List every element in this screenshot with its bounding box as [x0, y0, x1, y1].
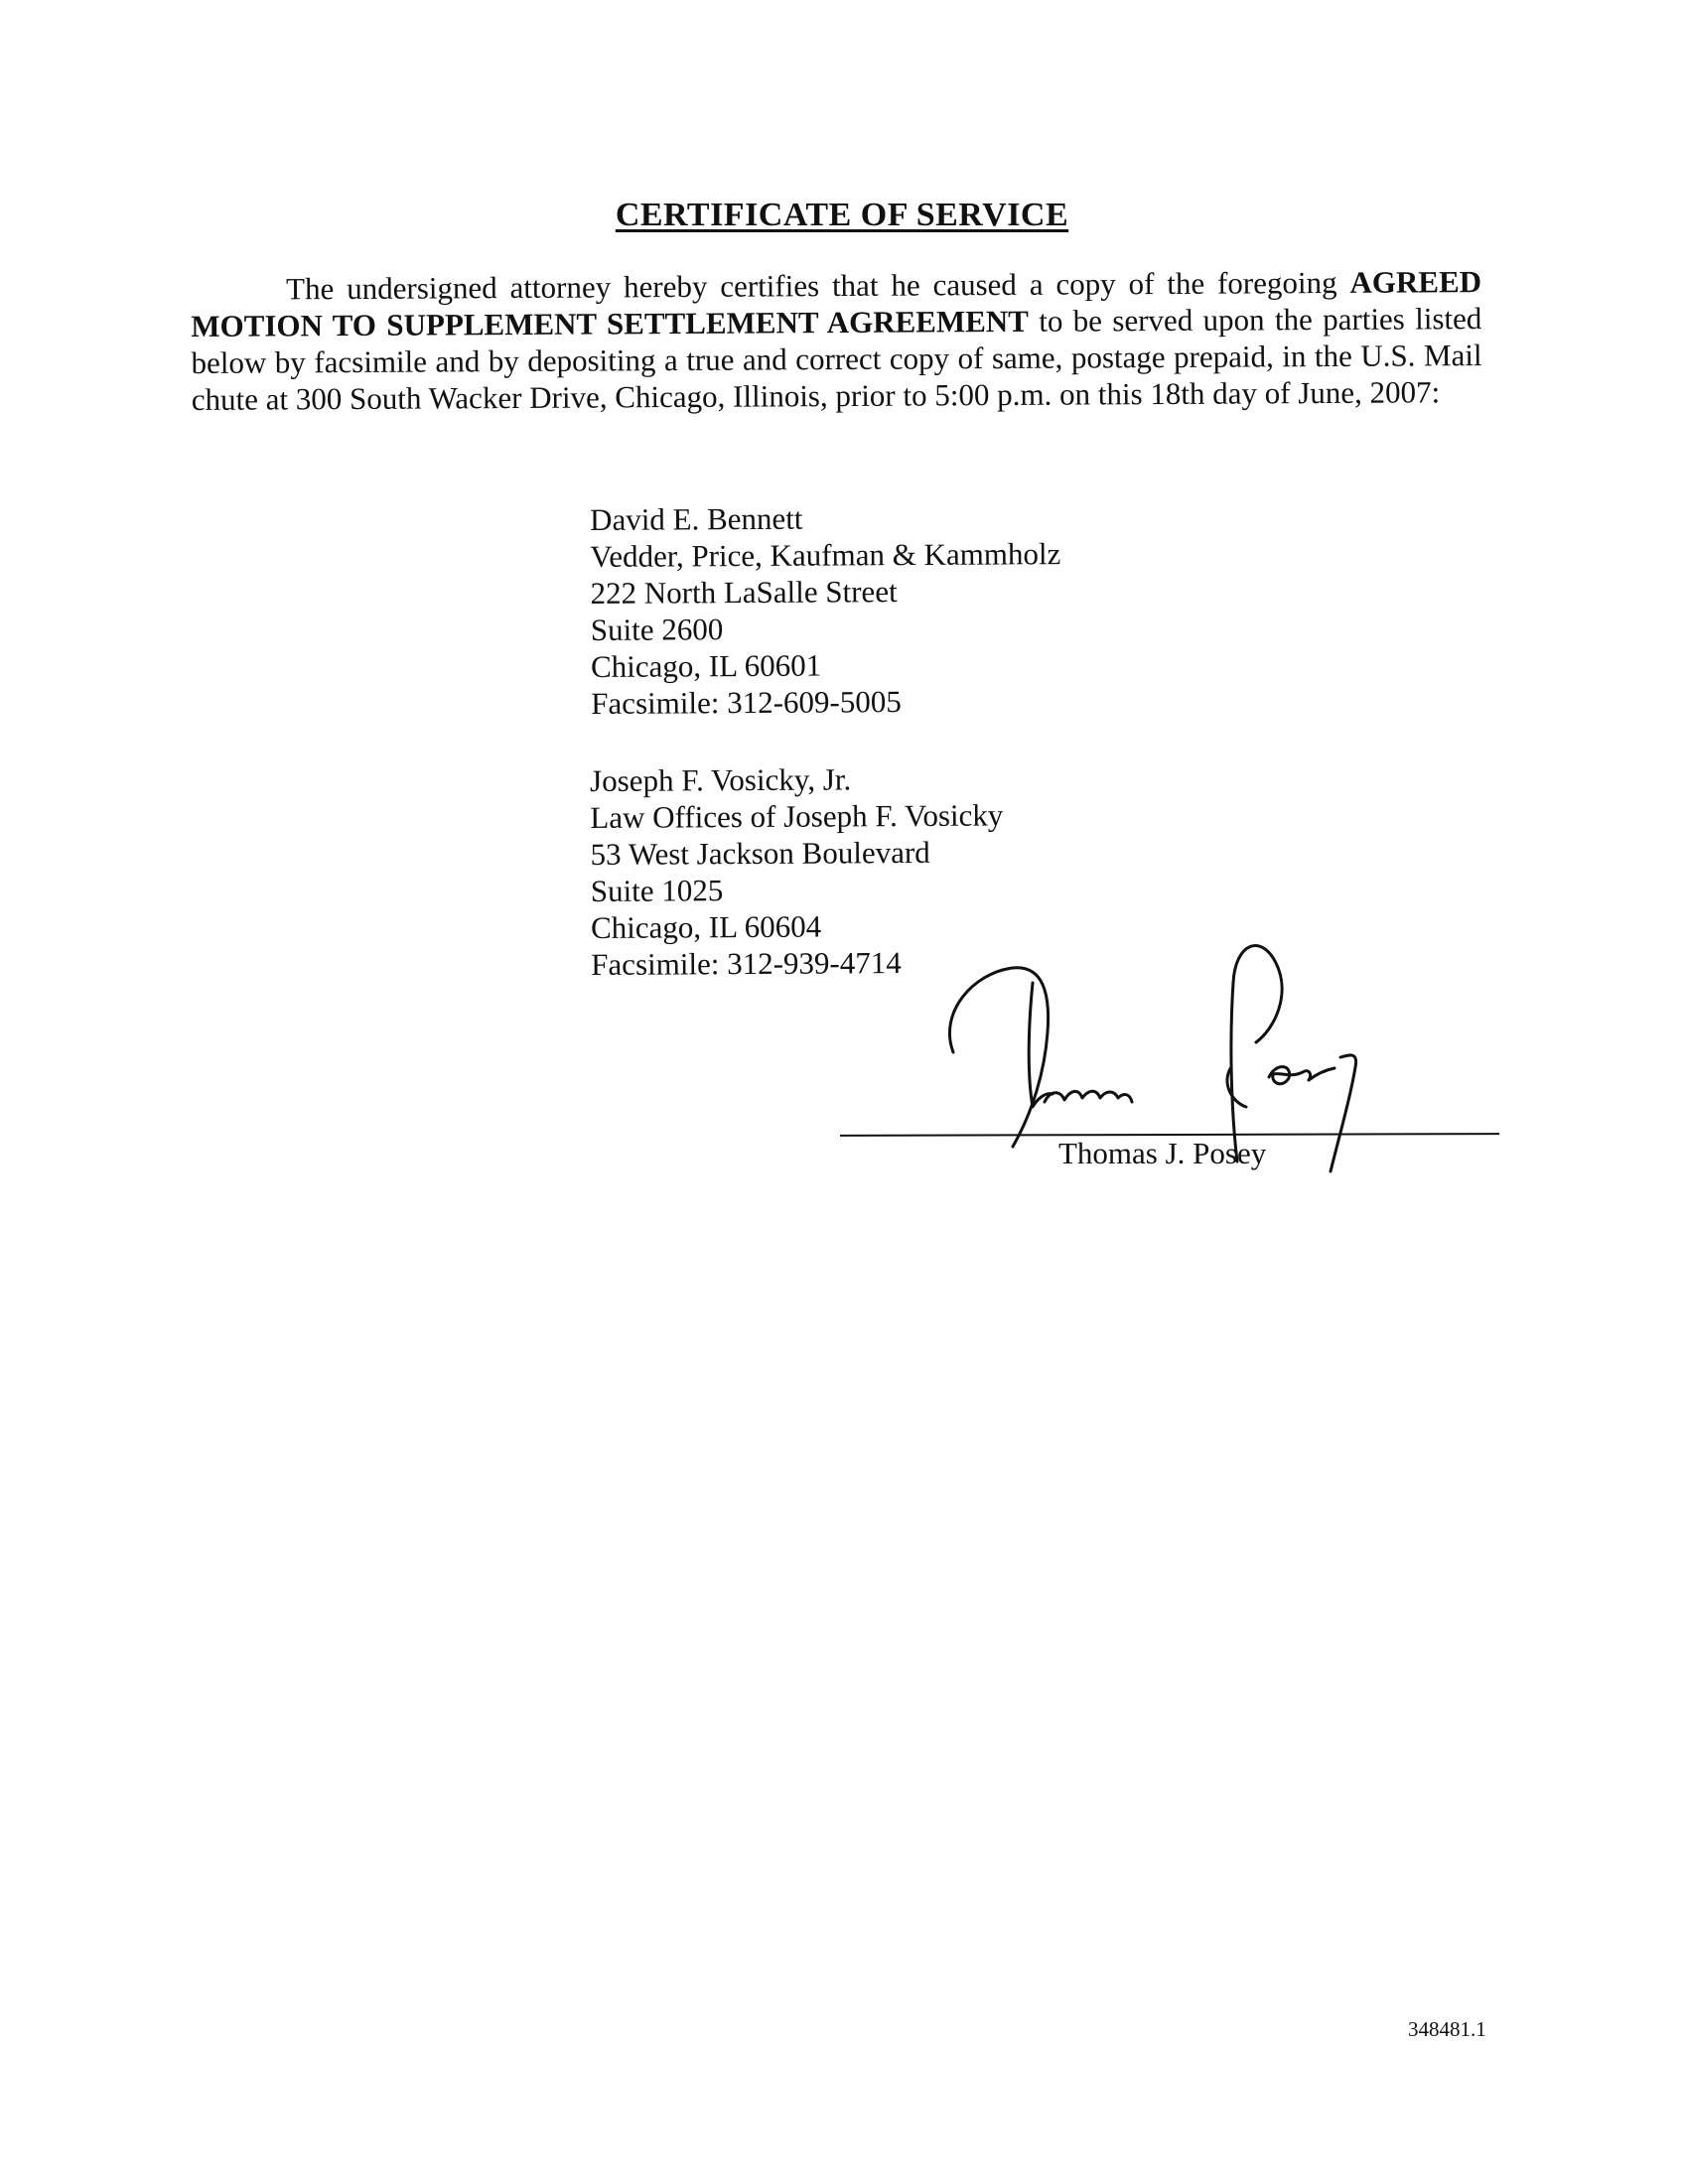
recipient-firm: Vedder, Price, Kaufman & Kammholz	[590, 536, 1061, 574]
motion-title: AGREED MOTION TO SUPPLEMENT SETTLEMENT AGREEMENT	[191, 264, 1482, 343]
recipient-fax: Facsimile: 312-609-5005	[591, 684, 902, 721]
recipient-city: Chicago, IL 60604	[590, 908, 822, 945]
document-id: 348481.1	[1408, 2017, 1486, 2041]
signer-name: Thomas J. Posey	[1058, 1136, 1267, 1170]
page-title: CERTIFICATE OF SERVICE	[615, 197, 1069, 233]
recipient-block-1	[590, 498, 1061, 722]
recipient-city: Chicago, IL 60601	[590, 647, 822, 684]
recipient-name: David E. Bennett	[590, 500, 803, 537]
recipient-firm: Law Offices of Joseph F. Vosicky	[590, 797, 1004, 835]
certification-paragraph	[191, 263, 1482, 418]
paragraph-indent	[191, 299, 286, 300]
recipient-fax: Facsimile: 312-939-4714	[591, 945, 902, 982]
certification-intro: The undersigned attorney hereby certifies that he caused a copy of the foregoing	[286, 264, 1337, 307]
recipient-street: 222 North LaSalle Street	[590, 574, 898, 611]
recipient-suite: Suite 1025	[590, 873, 724, 908]
certification-rest: to be served upon the parties listed below by facsimile and by depositing a true and correct copy of same, postage prepaid, in the U.S. Mail chute at 300 South Wacker Drive, Chicago, Illinois, prior to 5:00 p.m. on this 18th day of June, 2007:	[191, 301, 1482, 417]
recipient-street: 53 West Jackson Boulevard	[590, 834, 930, 872]
recipient-name: Joseph F. Vosicky, Jr.	[590, 761, 852, 798]
recipient-suite: Suite 2600	[590, 612, 724, 647]
